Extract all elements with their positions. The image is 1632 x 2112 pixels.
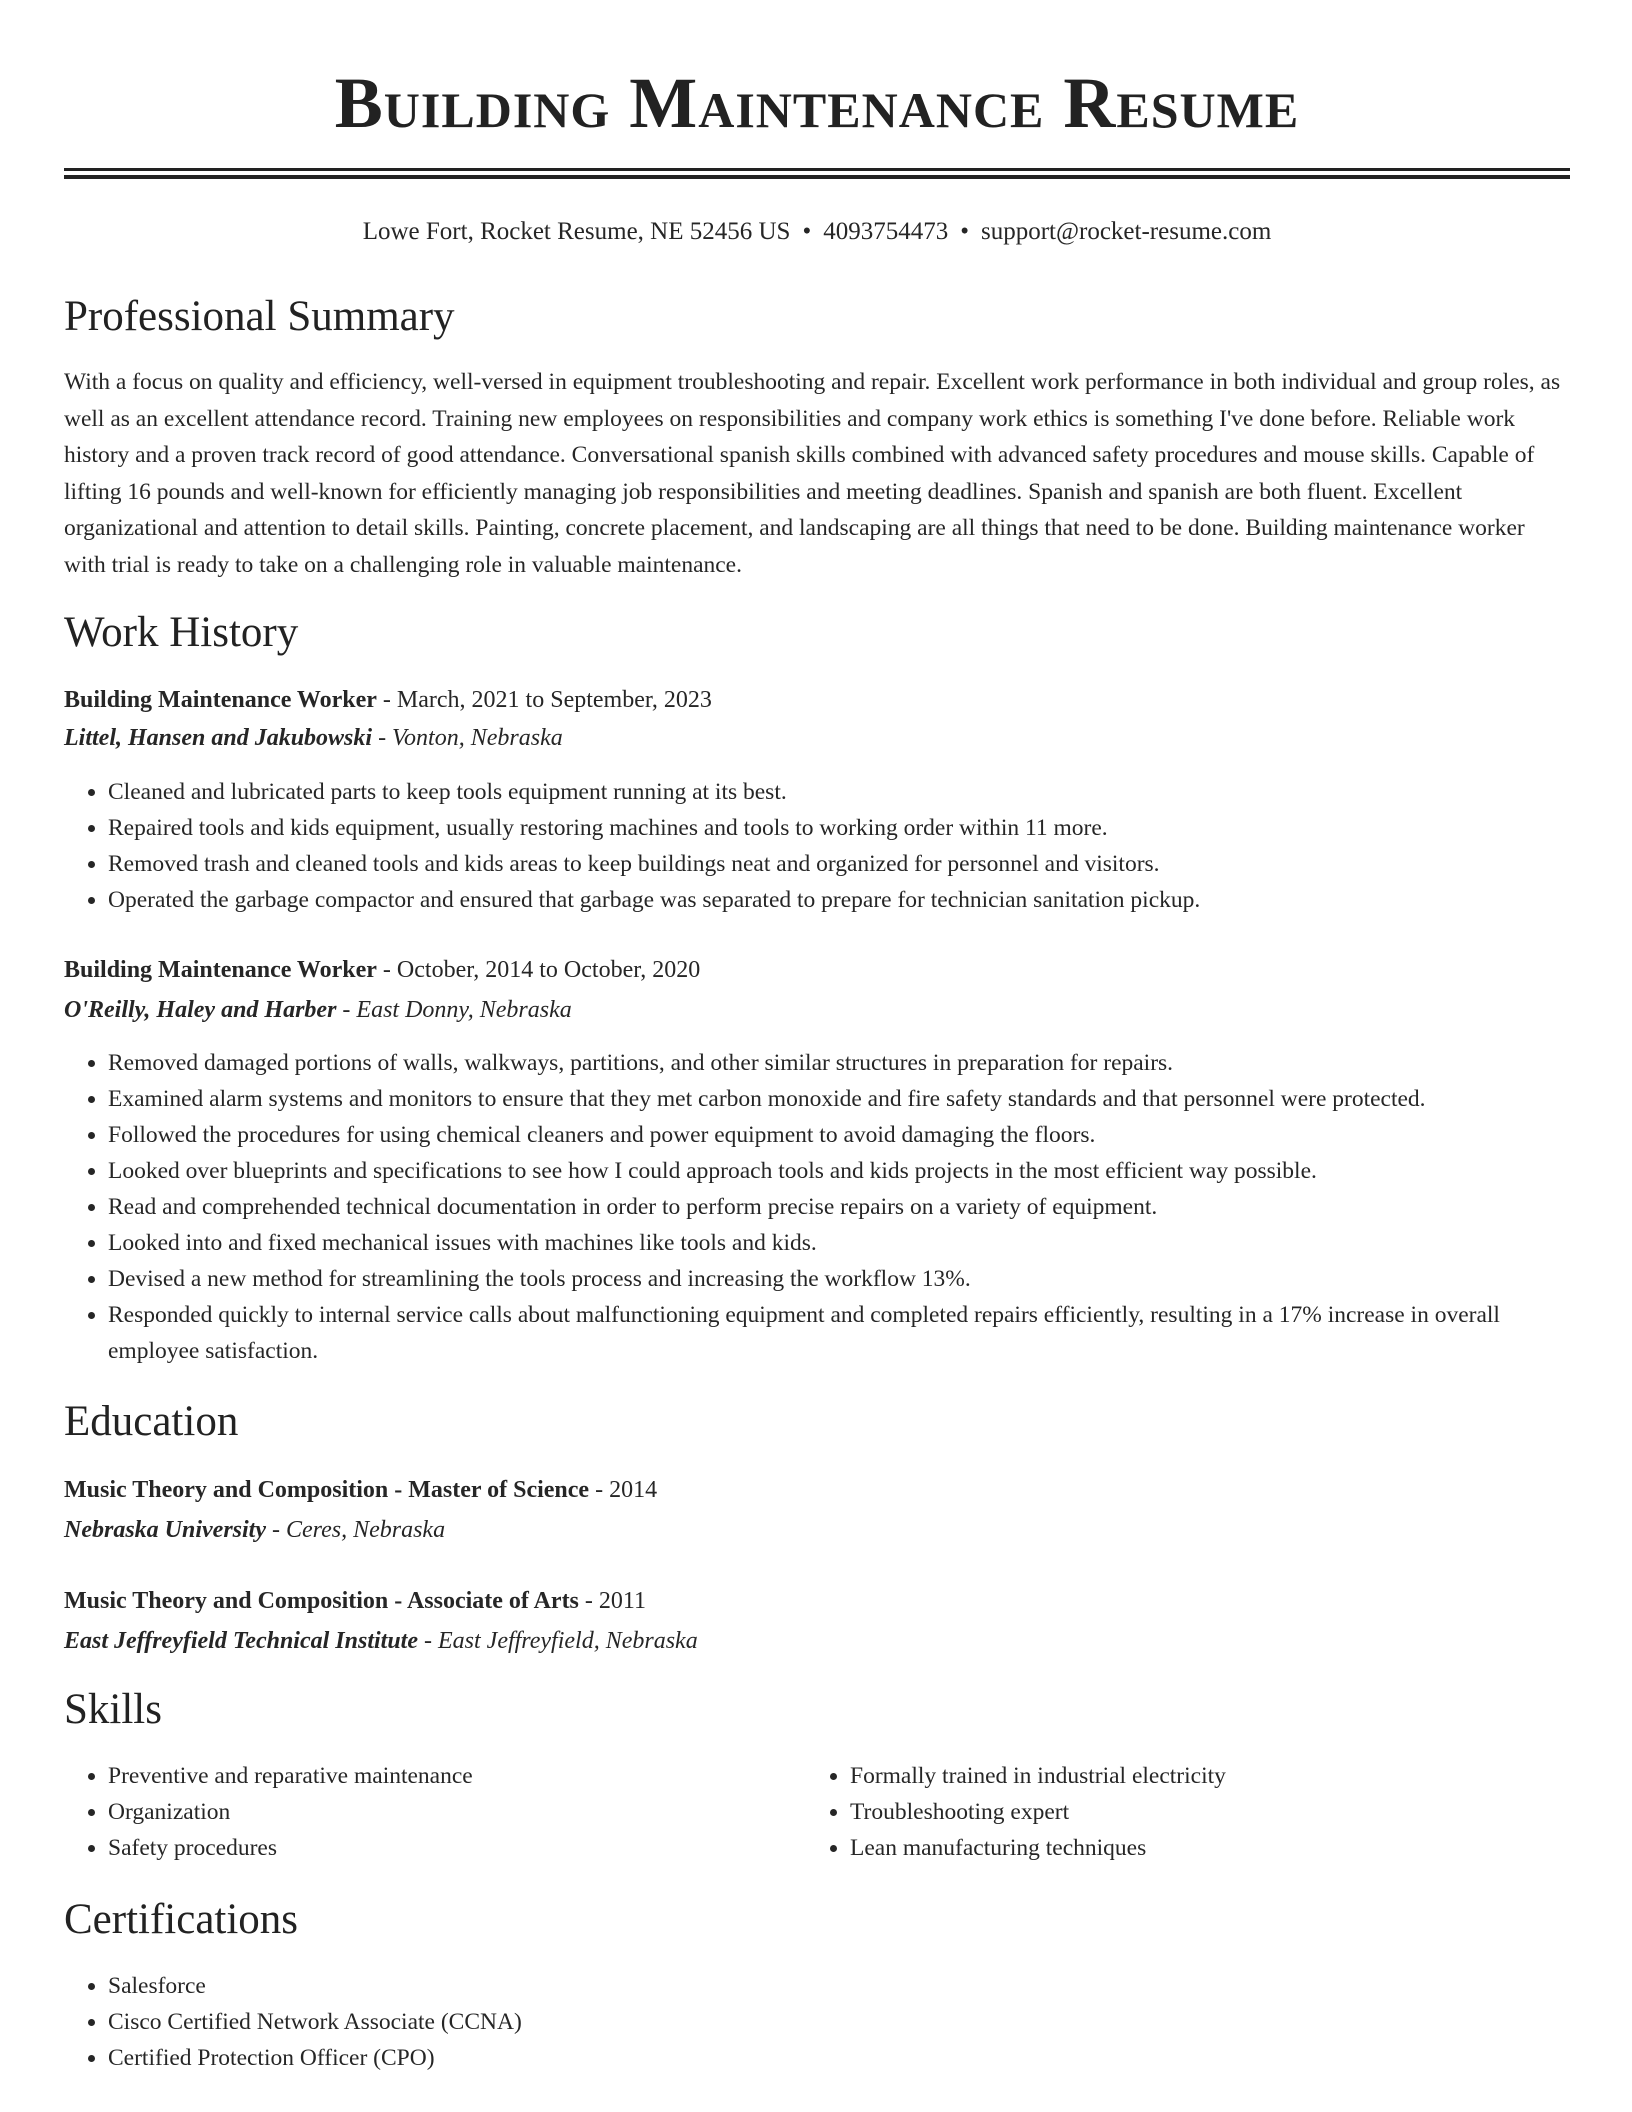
job-title-line xyxy=(64,682,712,718)
education-location: - East Jeffreyfield, Nebraska xyxy=(418,1628,698,1654)
contact-address: Lowe Fort, Rocket Resume, NE 52456 US xyxy=(362,218,791,245)
contact-phone: 4093754473 xyxy=(823,218,949,245)
job-dates: - October, 2014 to October, 2020 xyxy=(376,957,701,983)
job-location: - Vonton, Nebraska xyxy=(372,725,563,751)
job-bullets xyxy=(64,1045,1570,1369)
section-heading-education: Education xyxy=(64,1398,239,1445)
list-item: • Certified Protection Officer (CPO) xyxy=(108,2040,1570,2076)
list-item: • Repaired tools and kids equipment, usually restoring machines and tools to working order within 11 more. xyxy=(108,810,1570,846)
list-item: • Lean manufacturing techniques xyxy=(850,1830,1550,1866)
skills-list-left xyxy=(64,1758,808,1866)
list-item: • Salesforce xyxy=(108,1968,1570,2004)
title-divider-thick xyxy=(64,175,1570,179)
list-item: • Read and comprehended technical documentation in order to perform precise repairs on a variety of equipment. xyxy=(108,1189,1570,1225)
resume-page xyxy=(64,0,1570,2071)
job-title-line xyxy=(64,952,700,988)
education-school: Nebraska University xyxy=(64,1517,266,1543)
job-title: Building Maintenance Worker xyxy=(64,957,377,983)
education-degree: Music Theory and Composition - Master of Science xyxy=(64,1477,590,1503)
education-school-line xyxy=(64,1512,445,1548)
job-bullets xyxy=(64,774,1570,918)
list-item: • Safety procedures xyxy=(108,1830,808,1866)
list-item: • Cisco Certified Network Associate (CCNA) xyxy=(108,2004,1570,2040)
list-item: • Devised a new method for streamlining the tools process and increasing the workflow 13%. xyxy=(108,1261,1570,1297)
list-item: • Cleaned and lubricated parts to keep tools equipment running at its best. xyxy=(108,774,1570,810)
summary-text: With a focus on quality and efficiency, well-versed in equipment troubleshooting and repair. Excellent work performance in both individual and group roles, as well as an excellent attendance record. Training new employees on responsibilities and company work ethics is something I've done before. Reliable work history and a proven track record of good attendance. Conversational spanish skills combined with advanced safety procedures and mouse skills. Capable of lifting 16 pounds and well-known for efficiently managing job responsibilities and meeting deadlines. Spanish and spanish are both fluent. Excellent organizational and attention to detail skills. Painting, concrete placement, and landscaping are all things that need to be done. Building maintenance worker with trial is ready to take on a challenging role in valuable maintenance. xyxy=(64,369,1561,578)
job-company: Littel, Hansen and Jakubowski xyxy=(64,725,373,751)
list-item: • Followed the procedures for using chemical cleaners and power equipment to avoid damaging the floors. xyxy=(108,1117,1570,1153)
list-item: • Operated the garbage compactor and ensured that garbage was separated to prepare for technician sanitation pickup. xyxy=(108,882,1570,918)
skills-list-right xyxy=(806,1758,1550,1866)
certifications-list xyxy=(64,1968,1570,2076)
education-degree: Music Theory and Composition - Associate of Arts xyxy=(64,1588,579,1614)
education-year: - 2011 xyxy=(578,1588,647,1614)
resume-title: Building Maintenance Resume xyxy=(334,63,1300,143)
section-heading-certifications: Certifications xyxy=(64,1896,299,1943)
education-year: - 2014 xyxy=(589,1477,658,1503)
job-company: O'Reilly, Haley and Harber xyxy=(64,997,337,1023)
contact-separator: • xyxy=(960,218,969,245)
education-school-line xyxy=(64,1623,698,1659)
job-location: - East Donny, Nebraska xyxy=(336,997,572,1023)
list-item: • Formally trained in industrial electricity xyxy=(850,1758,1550,1794)
list-item: • Removed trash and cleaned tools and kids areas to keep buildings neat and organized for personnel and visitors. xyxy=(108,846,1570,882)
title-divider-thin xyxy=(64,168,1570,171)
list-item: • Troubleshooting expert xyxy=(850,1794,1550,1830)
job-employer-line xyxy=(64,992,572,1028)
job-employer-line xyxy=(64,720,563,756)
section-heading-skills: Skills xyxy=(64,1686,162,1733)
education-degree-line xyxy=(64,1583,646,1619)
list-item: • Looked into and fixed mechanical issues with machines like tools and kids. xyxy=(108,1225,1570,1261)
section-heading-summary: Professional Summary xyxy=(64,293,455,340)
education-location: - Ceres, Nebraska xyxy=(265,1517,446,1543)
education-degree-line xyxy=(64,1472,657,1508)
contact-line xyxy=(64,216,1570,248)
list-item: • Organization xyxy=(108,1794,808,1830)
section-heading-work-history: Work History xyxy=(64,609,299,656)
list-item: • Responded quickly to internal service calls about malfunctioning equipment and completed repairs efficiently, resulting in a 17% increase in overall employee satisfaction. xyxy=(108,1297,1570,1369)
education-school: East Jeffreyfield Technical Institute xyxy=(64,1628,418,1654)
contact-email[interactable]: support@rocket-resume.com xyxy=(980,218,1272,245)
list-item: • Preventive and reparative maintenance xyxy=(108,1758,808,1794)
list-item: • Examined alarm systems and monitors to ensure that they met carbon monoxide and fire safety standards and that personnel were protected. xyxy=(108,1081,1570,1117)
list-item: • Looked over blueprints and specifications to see how I could approach tools and kids projects in the most efficient way possible. xyxy=(108,1153,1570,1189)
job-title: Building Maintenance Worker xyxy=(64,687,377,713)
job-dates: - March, 2021 to September, 2023 xyxy=(376,687,712,713)
contact-separator: • xyxy=(802,218,812,245)
list-item: • Removed damaged portions of walls, walkways, partitions, and other similar structures in preparation for repairs. xyxy=(108,1045,1570,1081)
